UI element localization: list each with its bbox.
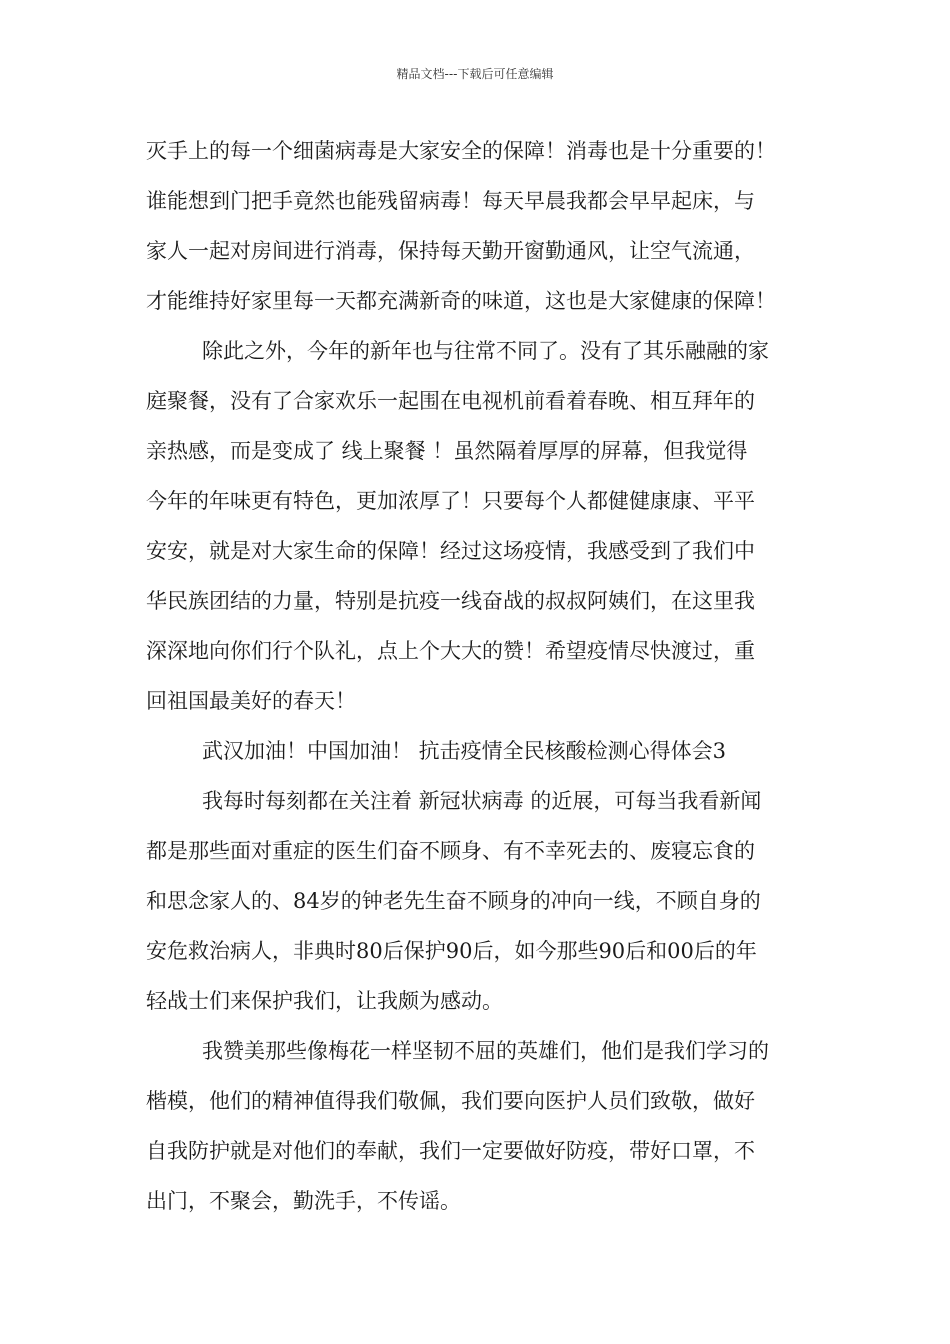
- text-line: 今年的年味更有特色，更加浓厚了！只要每个人都健健康康、平平: [146, 489, 755, 513]
- section-heading: 武汉加油！中国加油！ 抗击疫情全民核酸检测心得体会3: [202, 739, 727, 763]
- text-line: 除此之外，今年的新年也与往常不同了。没有了其乐融融的家: [202, 339, 769, 363]
- text-line: 自我防护就是对他们的奉献，我们一定要做好防疫，带好口罩，不: [146, 1139, 755, 1163]
- text-line: 都是那些面对重症的医生们奋不顾身、有不幸死去的、废寝忘食的: [146, 839, 755, 863]
- document-body: [146, 126, 812, 1226]
- page-header: 精品文档---下载后可任意编辑: [396, 67, 554, 81]
- text-line: 深深地向你们行个队礼，点上个大大的赞！希望疫情尽快渡过，重: [146, 639, 755, 663]
- text-line: 灭手上的每一个细菌病毒是大家安全的保障！消毒也是十分重要的！: [146, 139, 776, 163]
- text-line: 我每时每刻都在关注着 新冠状病毒 的近展，可每当我看新闻: [202, 789, 762, 813]
- text-line: 谁能想到门把手竟然也能残留病毒！每天早晨我都会早早起床，与: [146, 189, 755, 213]
- text-line: 家人一起对房间进行消毒，保持每天勤开窗勤通风，让空气流通，: [146, 239, 755, 263]
- text-line: 安安，就是对大家生命的保障！经过这场疫情，我感受到了我们中: [146, 539, 755, 563]
- text-line: 亲热感，而是变成了 线上聚餐 ！虽然隔着厚厚的屏幕，但我觉得: [146, 439, 748, 463]
- text-line: 我赞美那些像梅花一样坚韧不屈的英雄们，他们是我们学习的: [202, 1039, 769, 1063]
- text-line: 华民族团结的力量，特别是抗疫一线奋战的叔叔阿姨们，在这里我: [146, 589, 755, 613]
- text-line: 楷模，他们的精神值得我们敬佩，我们要向医护人员们致敬，做好: [146, 1089, 755, 1113]
- text-line: 出门，不聚会，勤洗手，不传谣。: [146, 1189, 461, 1213]
- text-line: 和思念家人的、84岁的钟老先生奋不顾身的冲向一线，不顾自身的: [146, 889, 761, 913]
- text-line: 庭聚餐，没有了合家欢乐一起围在电视机前看着春晚、相互拜年的: [146, 389, 755, 413]
- text-line: 回祖国最美好的春天！: [146, 689, 356, 713]
- text-line: 才能维持好家里每一天都充满新奇的味道，这也是大家健康的保障！: [146, 289, 776, 313]
- text-line: 轻战士们来保护我们，让我颇为感动。: [146, 989, 503, 1013]
- text-line: 安危救治病人，非典时80后保护90后，如今那些90后和00后的年: [146, 939, 757, 963]
